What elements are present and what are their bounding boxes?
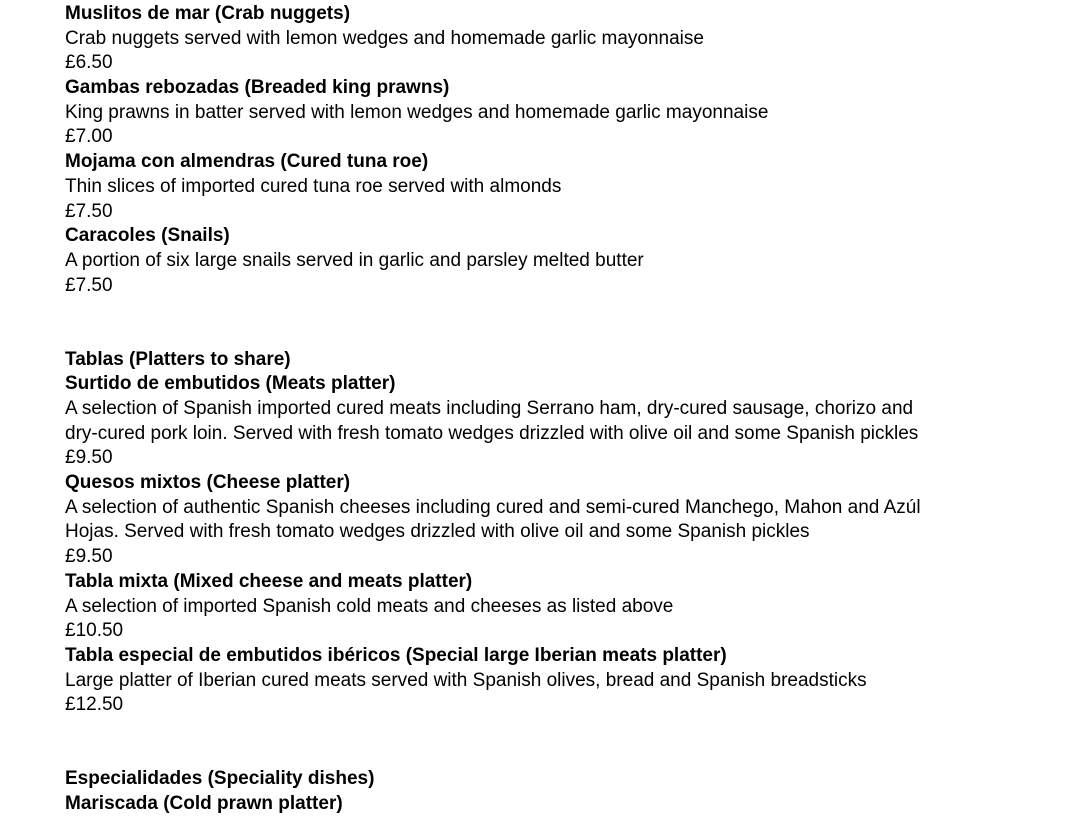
item-description: A selection of Spanish imported cured meats including Serrano ham, dry-cured sausage, chorizo and [65, 398, 914, 420]
item-name: Tabla especial de embutidos ibéricos (Special large Iberian meats platter) [65, 644, 727, 666]
item-description: King prawns in batter served with lemon wedges and homemade garlic mayonnaise [65, 101, 769, 123]
item-name: Tabla mixta (Mixed cheese and meats platter) [65, 570, 473, 592]
menu-item [65, 224, 1065, 298]
item-price: £7.00 [65, 126, 113, 148]
menu-item [65, 150, 1065, 224]
menu-page [65, 2, 1065, 817]
item-description: Crab nuggets served with lemon wedges and homemade garlic mayonnaise [65, 27, 704, 49]
menu-item [65, 471, 1065, 570]
item-name: Gambas rebozadas (Breaded king prawns) [65, 77, 450, 99]
menu-item [65, 644, 1065, 718]
item-name: Muslitos de mar (Crab nuggets) [65, 3, 351, 24]
section-heading: Tablas (Platters to share) [65, 348, 291, 370]
section-spacer [65, 718, 1065, 767]
item-name: Mojama con almendras (Cured tuna roe) [65, 151, 429, 173]
item-description: A selection of authentic Spanish cheeses including cured and semi-cured Manchego, Mahon and Azúl [65, 496, 921, 518]
item-description: Hojas. Served with fresh tomato wedges drizzled with olive oil and some Spanish pickles [65, 521, 810, 543]
menu-item [65, 76, 1065, 150]
item-price: £7.50 [65, 200, 113, 222]
menu-section-especialidades [65, 767, 1065, 816]
item-name: Caracoles (Snails) [65, 225, 230, 247]
menu-section-tablas [65, 348, 1065, 718]
item-description: A selection of imported Spanish cold meats and cheeses as listed above [65, 595, 674, 617]
section-spacer [65, 298, 1065, 347]
item-price: £9.50 [65, 546, 113, 568]
item-description: dry-cured pork loin. Served with fresh tomato wedges drizzled with olive oil and some Spanish pickles [65, 422, 919, 444]
item-price: £7.50 [65, 274, 113, 296]
item-name: Quesos mixtos (Cheese platter) [65, 472, 351, 494]
item-price: £6.50 [65, 52, 113, 74]
menu-item [65, 372, 1065, 471]
menu-item [65, 570, 1065, 644]
item-name: Mariscada (Cold prawn platter) [65, 793, 343, 815]
item-description: Thin slices of imported cured tuna roe served with almonds [65, 175, 562, 197]
section-heading: Especialidades (Speciality dishes) [65, 768, 375, 790]
item-price: £12.50 [65, 694, 124, 716]
item-description: A portion of six large snails served in garlic and parsley melted butter [65, 249, 644, 271]
item-price: £10.50 [65, 620, 124, 642]
item-name: Surtido de embutidos (Meats platter) [65, 373, 396, 395]
item-price: £9.50 [65, 447, 113, 469]
item-description: Large platter of Iberian cured meats served with Spanish olives, bread and Spanish breadsticks [65, 669, 867, 691]
menu-section [65, 2, 1065, 298]
menu-item [65, 2, 1065, 76]
menu-item [65, 792, 1065, 817]
